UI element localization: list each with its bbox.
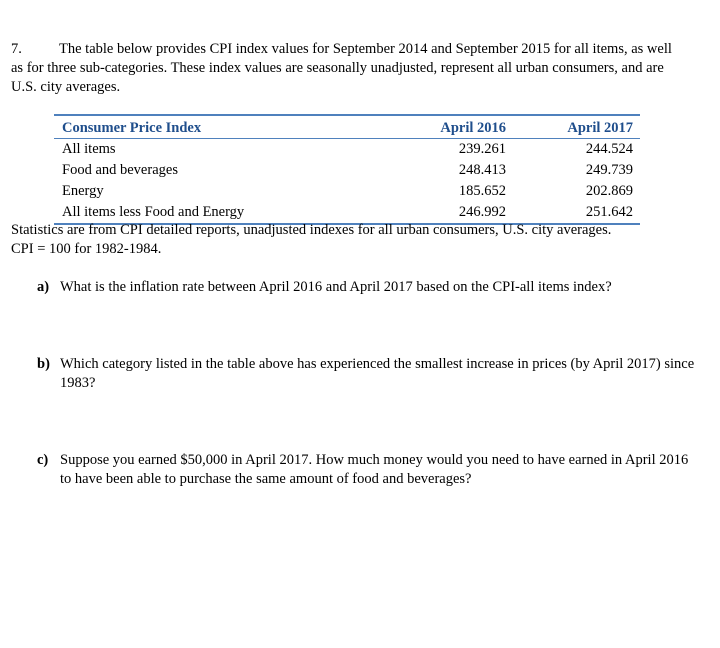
- note-line-2: CPI = 100 for 1982-1984.: [11, 241, 162, 257]
- table-row: [54, 202, 640, 223]
- row-value-2017: 251.642: [585, 204, 633, 220]
- header-april-2016: April 2016: [440, 120, 506, 136]
- row-value-2016: 239.261: [458, 141, 506, 157]
- header-april-2017: April 2017: [567, 120, 633, 136]
- question-part-a: [37, 278, 697, 297]
- part-text: What is the inflation rate between April 2016 and April 2017 based on the CPI-all items index?: [60, 279, 612, 295]
- question-number: 7.: [11, 41, 22, 57]
- row-label: All items less Food and Energy: [62, 204, 245, 220]
- row-value-2017: 202.869: [585, 183, 633, 199]
- row-label: Energy: [62, 183, 104, 199]
- part-label: a): [37, 279, 50, 295]
- table-header-row: [54, 116, 640, 139]
- note-line-1: Statistics are from CPI detailed reports, unadjusted indexes for all urban consumers, U.S. city averages.: [11, 222, 612, 238]
- row-value-2016: 185.652: [458, 183, 506, 199]
- cpi-table: [54, 114, 640, 225]
- row-label: Food and beverages: [62, 162, 178, 178]
- question-intro-text: The table below provides CPI index values for September 2014 and September 2015 for all items, as well as for three sub-categories. These index values are seasonally unadjusted, represent all urban consumers, and are U.S. city averages.: [11, 41, 672, 95]
- table-source-note: [11, 221, 701, 259]
- row-label: All items: [62, 141, 116, 157]
- table-row: [54, 160, 640, 181]
- part-text: Which category listed in the table above has experienced the smallest increase in prices (by April 2017) since 1983?: [60, 356, 695, 391]
- row-value-2016: 246.992: [458, 204, 506, 220]
- question-intro: [11, 40, 681, 97]
- header-index: Consumer Price Index: [62, 120, 202, 136]
- question-part-c: [37, 451, 697, 489]
- row-value-2017: 249.739: [585, 162, 633, 178]
- table-row: [54, 139, 640, 160]
- part-label: c): [37, 452, 49, 468]
- part-label: b): [37, 356, 50, 372]
- table-row: [54, 181, 640, 202]
- part-text: Suppose you earned $50,000 in April 2017. How much money would you need to have earned in April 2016 to have been able to purchase the same amount of food and beverages?: [60, 452, 689, 487]
- question-part-b: [37, 355, 697, 393]
- row-value-2016: 248.413: [458, 162, 506, 178]
- row-value-2017: 244.524: [585, 141, 633, 157]
